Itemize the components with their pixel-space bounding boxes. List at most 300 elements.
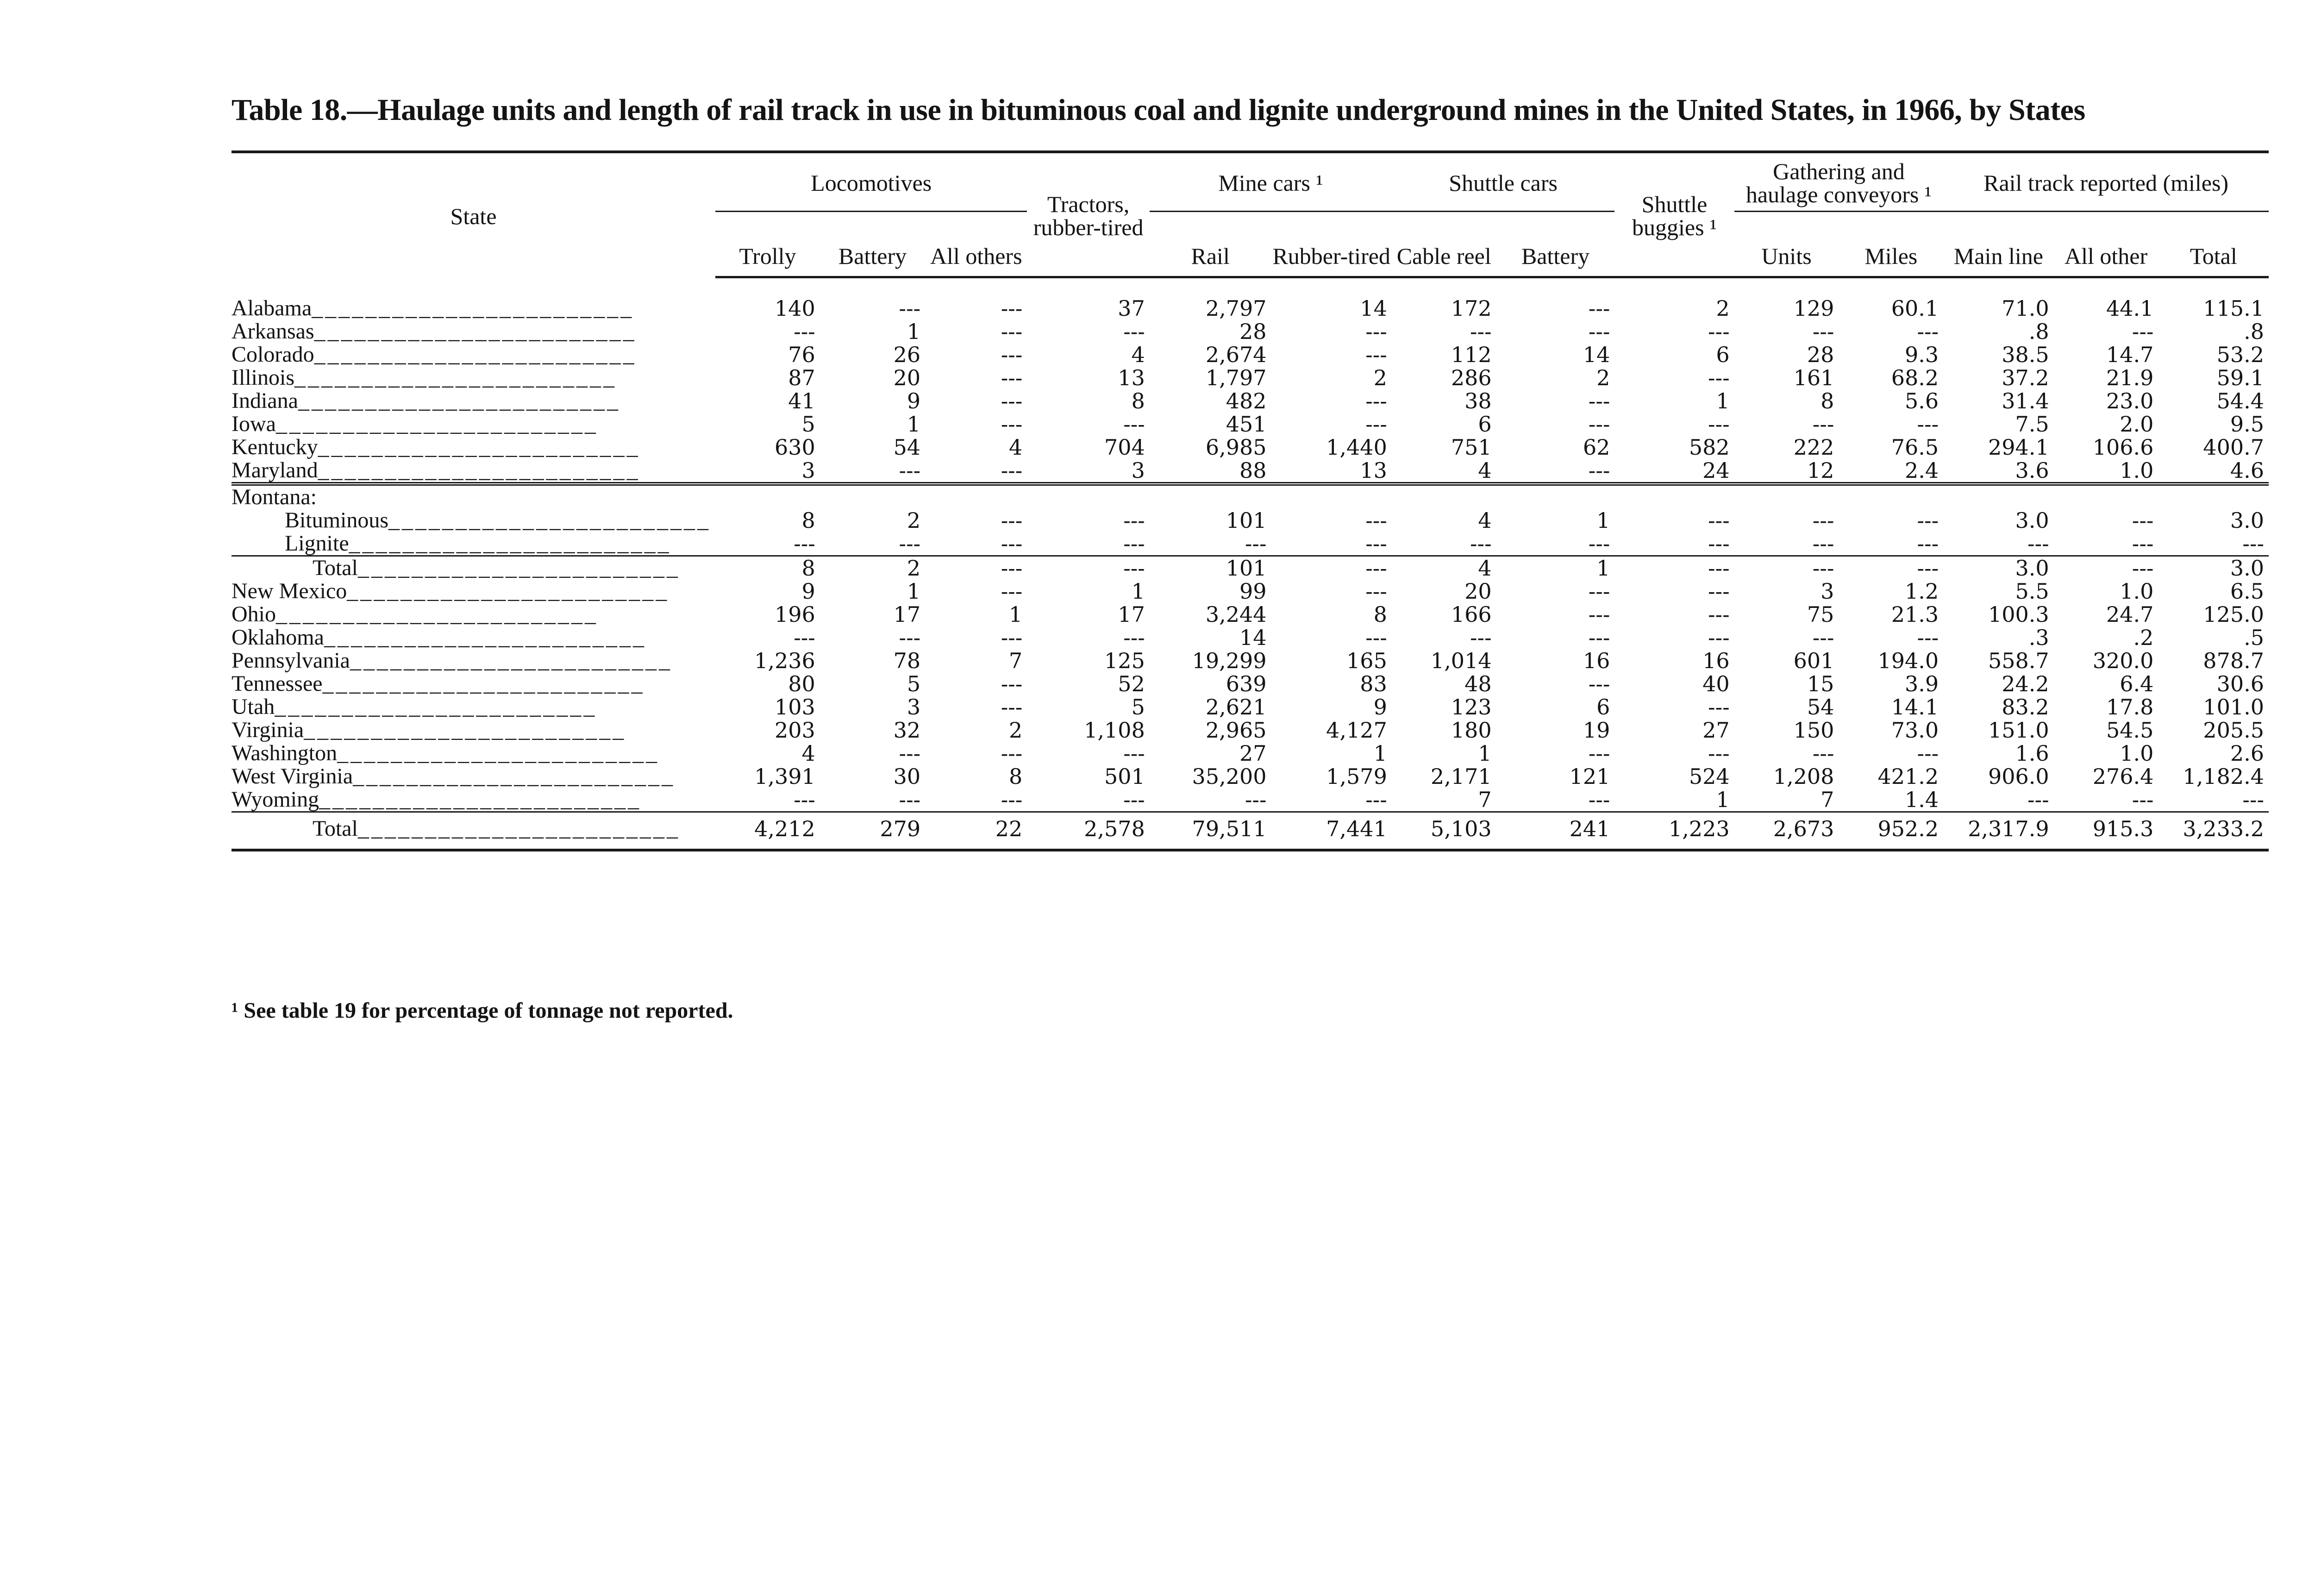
value-cell: 3.0 [2015, 508, 2049, 533]
value-cell: 99 [1239, 579, 1267, 604]
state-cell [232, 719, 715, 742]
value-cell: 704 [1104, 435, 1145, 460]
value-cell: --- [899, 741, 921, 766]
value-cell: 71.0 [2002, 296, 2049, 321]
value-cell: --- [794, 787, 815, 812]
value-cell: 3.0 [2230, 508, 2264, 533]
state-row [232, 788, 2269, 812]
state-row [232, 742, 2269, 765]
value-cell: 1,182.4 [2183, 764, 2264, 789]
value-cell: 101 [1150, 556, 1271, 580]
value-cell: 115.1 [2203, 296, 2264, 321]
value-cell: --- [1001, 319, 1023, 344]
value-cell: --- [1588, 671, 1610, 696]
haulage-table [232, 155, 2269, 847]
value-cell: 320.0 [2092, 648, 2154, 673]
value-cell: 3.9 [1905, 671, 1939, 696]
value-cell: 5.6 [1905, 388, 1939, 413]
value-cell: 2,621 [1205, 695, 1267, 720]
value-cell: --- [1470, 319, 1492, 344]
state-row [232, 765, 2269, 788]
leader-dots: ________________________ [314, 342, 637, 367]
value-cell: 203 [775, 718, 815, 743]
leader-dots: ________________________ [357, 556, 680, 580]
value-cell: 48 [1464, 671, 1492, 696]
value-cell: 83.2 [2002, 695, 2049, 720]
value-cell: --- [1917, 625, 1939, 650]
value-cell: --- [1812, 741, 1834, 766]
state-label: Arkansas [232, 319, 314, 344]
value-cell: 2,674 [1205, 342, 1267, 367]
value-cell: 121 [1569, 764, 1610, 789]
value-cell: --- [1470, 531, 1492, 556]
state-label: Total [313, 816, 358, 841]
value-cell: 8 [1821, 388, 1834, 413]
value-cell: --- [1708, 695, 1730, 720]
value-cell: 2,317.9 [1943, 812, 2053, 847]
value-cell: 24.2 [2002, 671, 2049, 696]
leader-dots: ________________________ [353, 764, 676, 789]
value-cell: --- [925, 556, 1027, 580]
value-cell: 14 [1360, 296, 1387, 321]
leader-dots: ________________________ [337, 741, 660, 765]
value-cell: 1 [1009, 602, 1023, 627]
state-row [232, 366, 2269, 389]
value-cell: .8 [2244, 319, 2264, 344]
value-cell: 1,223 [1614, 812, 1734, 847]
value-cell: 1,579 [1326, 764, 1387, 789]
value-cell: 276.4 [2092, 764, 2154, 789]
value-cell: .2 [2133, 625, 2154, 650]
value-cell: 9 [801, 579, 815, 604]
state-cell [232, 509, 715, 532]
table-title: Table 18.—Haulage units and length of rail track in use in bituminous coal and lignite underground mines in the United States, in 1966, by States [232, 93, 2085, 127]
leader-dots: ________________________ [318, 435, 640, 459]
value-cell: 3 [907, 695, 921, 720]
value-cell: --- [2132, 787, 2154, 812]
value-cell: 2 [1373, 365, 1387, 390]
value-cell: 17 [1118, 602, 1145, 627]
header-total: Total [2158, 212, 2269, 277]
value-cell: 8 [1373, 602, 1387, 627]
value-cell: --- [1365, 579, 1387, 604]
value-cell: 125 [1104, 648, 1145, 673]
value-cell: 5 [1131, 695, 1145, 720]
value-cell: 7 [1478, 787, 1492, 812]
value-cell: 26 [893, 342, 921, 367]
value-cell: 5,103 [1392, 812, 1496, 847]
value-cell: --- [1245, 787, 1267, 812]
value-cell: 5 [801, 412, 815, 437]
value-cell: --- [2027, 531, 2049, 556]
value-cell: 4,127 [1326, 718, 1387, 743]
state-row [232, 672, 2269, 695]
value-cell: --- [1708, 319, 1730, 344]
montana-sub-row [232, 509, 2269, 532]
state-label: Bituminous [285, 508, 389, 532]
state-cell [232, 459, 715, 484]
value-cell: --- [1365, 787, 1387, 812]
state-cell [232, 603, 715, 626]
value-cell: --- [1812, 319, 1834, 344]
header-all-others: All others [925, 212, 1027, 277]
value-cell: 1 [907, 319, 921, 344]
value-cell: --- [1588, 388, 1610, 413]
value-cell: 4 [1478, 458, 1492, 483]
value-cell: 482 [1226, 388, 1267, 413]
value-cell: --- [1812, 412, 1834, 437]
value-cell: 9.3 [1905, 342, 1939, 367]
value-cell: 9 [1373, 695, 1387, 720]
header-rail: Rail [1150, 212, 1271, 277]
value-cell: --- [1588, 296, 1610, 321]
value-cell: 37 [1118, 296, 1145, 321]
value-cell: 4.6 [2230, 458, 2264, 483]
value-cell: 2,965 [1205, 718, 1267, 743]
leader-dots: ________________________ [298, 388, 620, 413]
value-cell: .5 [2244, 625, 2264, 650]
value-cell: 112 [1451, 342, 1492, 367]
value-cell: 1.0 [2120, 458, 2154, 483]
value-cell: 4 [1478, 508, 1492, 533]
value-cell: 20 [1464, 579, 1492, 604]
value-cell: 1 [1373, 741, 1387, 766]
value-cell: 15 [1807, 671, 1834, 696]
value-cell: 3,244 [1205, 602, 1267, 627]
value-cell: 1 [1596, 508, 1610, 533]
value-cell: 54.4 [2216, 388, 2264, 413]
value-cell: 2.0 [2120, 412, 2154, 437]
value-cell: --- [2132, 531, 2154, 556]
value-cell: 1,797 [1205, 365, 1267, 390]
value-cell: 1 [1716, 787, 1730, 812]
grand-total-row [232, 812, 2269, 847]
value-cell: 30.6 [2216, 671, 2264, 696]
value-cell: 3.0 [1943, 556, 2053, 580]
footnote: ¹ See table 19 for percentage of tonnage not reported. [232, 998, 733, 1023]
value-cell: 12 [1807, 458, 1834, 483]
value-cell: 140 [775, 296, 815, 321]
value-cell: 2.4 [1905, 458, 1939, 483]
value-cell: --- [1365, 412, 1387, 437]
value-cell: --- [1001, 458, 1023, 483]
value-cell: 13 [1360, 458, 1387, 483]
state-label: Ohio [232, 602, 276, 626]
value-cell: --- [1839, 556, 1943, 580]
value-cell: 4,212 [715, 812, 820, 847]
value-cell: 3,233.2 [2158, 812, 2269, 847]
bottom-rule [232, 849, 2269, 851]
state-label: Lignite [285, 531, 349, 556]
value-cell: 558.7 [1988, 648, 2049, 673]
value-cell: 31.4 [2002, 388, 2049, 413]
value-cell: 4 [1392, 556, 1496, 580]
value-cell: --- [2132, 508, 2154, 533]
state-cell [232, 436, 715, 459]
montana-sub-row [232, 532, 2269, 556]
value-cell: 7.5 [2015, 412, 2049, 437]
value-cell: 17 [893, 602, 921, 627]
value-cell: --- [1001, 741, 1023, 766]
state-cell [232, 765, 715, 788]
value-cell: --- [1588, 787, 1610, 812]
value-cell: 1.2 [1905, 579, 1939, 604]
value-cell: --- [1001, 342, 1023, 367]
state-row [232, 580, 2269, 603]
value-cell: 32 [893, 718, 921, 743]
value-cell: 2 [907, 508, 921, 533]
value-cell: 5.5 [2015, 579, 2049, 604]
header-state: State [450, 203, 497, 229]
value-cell: --- [1614, 556, 1734, 580]
value-cell: 501 [1104, 764, 1145, 789]
state-label: Kentucky [232, 435, 318, 459]
value-cell: --- [1271, 556, 1392, 580]
value-cell: 35,200 [1192, 764, 1267, 789]
value-cell: 2,578 [1027, 812, 1150, 847]
value-cell: --- [1123, 412, 1145, 437]
value-cell: 166 [1451, 602, 1492, 627]
state-cell [232, 626, 715, 649]
value-cell: 68.2 [1891, 365, 1939, 390]
value-cell: --- [1001, 625, 1023, 650]
value-cell: 7 [1009, 648, 1023, 673]
state-cell [232, 297, 715, 320]
state-row [232, 719, 2269, 742]
value-cell: --- [1708, 365, 1730, 390]
state-cell [232, 742, 715, 765]
value-cell: --- [1123, 508, 1145, 533]
state-cell [232, 649, 715, 672]
value-cell: 54 [1807, 695, 1834, 720]
value-cell: 22 [925, 812, 1027, 847]
value-cell: --- [2242, 787, 2264, 812]
value-cell: --- [1588, 319, 1610, 344]
value-cell: 6 [1716, 342, 1730, 367]
value-cell: 21.9 [2106, 365, 2154, 390]
value-cell: 9.5 [2230, 412, 2264, 437]
state-label: Washington [232, 741, 338, 765]
value-cell: 7,441 [1271, 812, 1392, 847]
value-cell: 400.7 [2203, 435, 2264, 460]
value-cell: 582 [1689, 435, 1730, 460]
value-cell: 38.5 [2002, 342, 2049, 367]
value-cell: --- [1812, 508, 1834, 533]
value-cell: 59.1 [2216, 365, 2264, 390]
value-cell: 101 [1226, 508, 1267, 533]
header-units: Units [1734, 212, 1839, 277]
value-cell: 83 [1360, 671, 1387, 696]
value-cell: 3.0 [2158, 556, 2269, 580]
value-cell: --- [1812, 531, 1834, 556]
value-cell: 52 [1118, 671, 1145, 696]
value-cell: 1.0 [2120, 741, 2154, 766]
leader-dots: ________________________ [350, 648, 672, 673]
value-cell: 27 [1702, 718, 1730, 743]
value-cell: --- [1001, 695, 1023, 720]
value-cell: --- [1245, 531, 1267, 556]
value-cell: 23.0 [2106, 388, 2154, 413]
value-cell: 1.4 [1905, 787, 1939, 812]
value-cell: 194.0 [1877, 648, 1939, 673]
value-cell: 1,391 [754, 764, 815, 789]
value-cell: --- [1001, 412, 1023, 437]
value-cell: 28 [1239, 319, 1267, 344]
value-cell: --- [1708, 741, 1730, 766]
value-cell: --- [899, 625, 921, 650]
state-label: Illinois [232, 365, 295, 390]
value-cell: --- [1917, 741, 1939, 766]
state-cell [232, 580, 715, 603]
value-cell: --- [1588, 741, 1610, 766]
state-label: West Virginia [232, 764, 353, 789]
value-cell: 1,440 [1326, 435, 1387, 460]
value-cell: 106.6 [2092, 435, 2154, 460]
leader-dots: ________________________ [294, 365, 617, 390]
value-cell: 9 [907, 388, 921, 413]
value-cell: 100.3 [1988, 602, 2049, 627]
value-cell: 5 [907, 671, 921, 696]
value-cell: --- [794, 319, 815, 344]
state-label: Utah [232, 695, 275, 719]
leader-dots: ________________________ [388, 508, 711, 532]
value-cell: 7 [1821, 787, 1834, 812]
value-cell: 103 [775, 695, 815, 720]
state-cell [232, 695, 715, 719]
value-cell: 62 [1583, 435, 1610, 460]
value-cell: 6 [1596, 695, 1610, 720]
value-cell: 524 [1689, 764, 1730, 789]
state-label: Maryland [232, 458, 318, 482]
value-cell: --- [2132, 319, 2154, 344]
value-cell: 6.4 [2120, 671, 2154, 696]
value-cell: 150 [1793, 718, 1834, 743]
title-rule [232, 150, 2269, 153]
leader-dots: ________________________ [275, 695, 597, 719]
value-cell: --- [1708, 625, 1730, 650]
value-cell: 2,171 [1430, 764, 1492, 789]
header-all-other: All other [2054, 212, 2159, 277]
value-cell: 76.5 [1891, 435, 1939, 460]
leader-dots: ________________________ [275, 412, 598, 436]
value-cell: --- [1001, 531, 1023, 556]
leader-dots: ________________________ [357, 816, 680, 841]
table-body [232, 277, 2269, 847]
value-cell: 19,299 [1192, 648, 1267, 673]
value-cell: 123 [1451, 695, 1492, 720]
header-mine-cars: Mine cars ¹ [1150, 155, 1392, 212]
value-cell: --- [2027, 787, 2049, 812]
value-cell: 196 [775, 602, 815, 627]
value-cell: 13 [1118, 365, 1145, 390]
value-cell: 952.2 [1839, 812, 1943, 847]
value-cell: 1.6 [2015, 741, 2049, 766]
header-cable-reel: Cable reel [1392, 212, 1496, 277]
leader-dots: ________________________ [322, 671, 645, 696]
leader-dots: ________________________ [318, 458, 640, 482]
value-cell: 451 [1226, 412, 1267, 437]
header-shuttle-cars: Shuttle cars [1392, 155, 1615, 212]
value-cell: 88 [1239, 458, 1267, 483]
value-cell: --- [1588, 602, 1610, 627]
value-cell: 73.0 [1891, 718, 1939, 743]
state-label: Wyoming [232, 787, 319, 812]
value-cell: 915.3 [2054, 812, 2159, 847]
value-cell: 41 [788, 388, 815, 413]
state-label: Iowa [232, 412, 276, 436]
value-cell: --- [1708, 508, 1730, 533]
value-cell: .3 [2028, 625, 2049, 650]
value-cell: 4 [801, 741, 815, 766]
value-cell: 37.2 [2002, 365, 2049, 390]
value-cell: --- [1001, 787, 1023, 812]
value-cell: 1 [1131, 579, 1145, 604]
leader-dots: ________________________ [314, 319, 637, 344]
value-cell: 165 [1346, 648, 1387, 673]
value-cell: --- [1708, 412, 1730, 437]
value-cell: 14 [1239, 625, 1267, 650]
value-cell: 1,108 [1084, 718, 1145, 743]
value-cell: 1 [1478, 741, 1492, 766]
value-cell: --- [1708, 579, 1730, 604]
value-cell: --- [899, 787, 921, 812]
header-tractors: Tractors, rubber-tired [1027, 155, 1150, 277]
value-cell: 21.3 [1891, 602, 1939, 627]
header-miles: Miles [1839, 212, 1943, 277]
value-cell: --- [899, 296, 921, 321]
value-cell: --- [1123, 319, 1145, 344]
value-cell: 241 [1496, 812, 1615, 847]
value-cell: 14.7 [2106, 342, 2154, 367]
montana-total-row [232, 556, 2269, 580]
state-row [232, 649, 2269, 672]
value-cell: 24 [1702, 458, 1730, 483]
value-cell: 1 [1496, 556, 1615, 580]
leader-dots: ________________________ [324, 625, 646, 650]
value-cell: 79,511 [1150, 812, 1271, 847]
value-cell: --- [1470, 625, 1492, 650]
state-label: Oklahoma [232, 625, 324, 650]
value-cell: 53.2 [2216, 342, 2264, 367]
header-shuttle-battery: Battery [1496, 212, 1615, 277]
value-cell: 751 [1451, 435, 1492, 460]
value-cell: 14 [1583, 342, 1610, 367]
value-cell: .8 [2028, 319, 2049, 344]
value-cell: 16 [1583, 648, 1610, 673]
value-cell: --- [1588, 625, 1610, 650]
value-cell: 1 [1716, 388, 1730, 413]
state-cell [232, 413, 715, 436]
value-cell: --- [1001, 365, 1023, 390]
state-label: Alabama [232, 296, 312, 320]
value-cell: 4 [1131, 342, 1145, 367]
value-cell: 8 [1131, 388, 1145, 413]
value-cell: --- [1588, 579, 1610, 604]
header-gathering: Gathering and haulage conveyors ¹ [1734, 155, 1944, 212]
value-cell: 151.0 [1988, 718, 2049, 743]
value-cell: --- [794, 625, 815, 650]
leader-dots: ________________________ [319, 787, 642, 812]
value-cell: 2,673 [1734, 812, 1839, 847]
value-cell: 125.0 [2203, 602, 2264, 627]
header-rail-track: Rail track reported (miles) [1943, 155, 2269, 212]
value-cell: --- [1365, 342, 1387, 367]
value-cell: --- [2242, 531, 2264, 556]
value-cell: 101.0 [2203, 695, 2264, 720]
state-row [232, 389, 2269, 413]
value-cell: --- [1588, 412, 1610, 437]
value-cell: 1 [907, 412, 921, 437]
